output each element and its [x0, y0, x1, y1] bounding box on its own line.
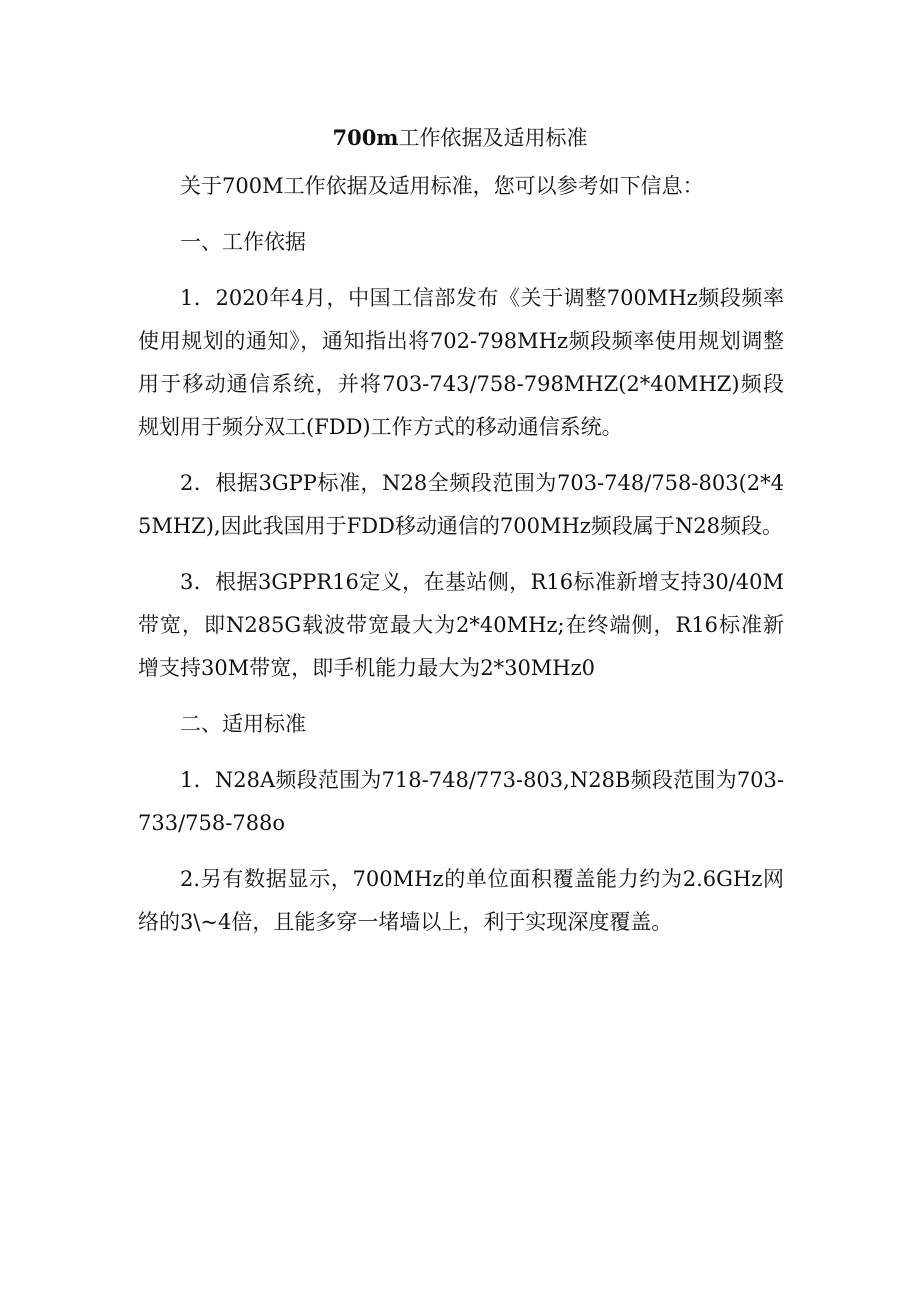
work-basis-item-2: 2．根据3GPP标准，N28全频段范围为703-748/758-803(2*45MHZ),因此我国用于FDD移动通信的700MHz频段属于N28频段。	[138, 471, 784, 538]
work-basis-item-3: 3．根据3GPPR16定义，在基站侧，R16标准新增支持30/40M带宽，即N285G载波带宽最大为2*40MHz;在终端侧，R16标准新增支持30M带宽，即手机能力最大为2*30MHz0	[138, 570, 784, 680]
work-basis-item-1: 1．2020年4月，中国工信部发布《关于调整700MHz频段频率使用规划的通知》，通知指出将702-798MHz频段频率使用规划调整用于移动通信系统，并将703-743/758-798MHZ(2*40MHZ)频段规划用于频分双工(FDD)工作方式的移动通信系统。	[138, 286, 784, 439]
document-title-suffix: 工作依据及适用标准	[398, 126, 588, 150]
document-title-prefix: 700m	[332, 125, 399, 150]
standards-item-2: 2.另有数据显示，700MHz的单位面积覆盖能力约为2.6GHz网络的3\~4倍，且能多穿一堵墙以上，利于实现深度覆盖。	[138, 867, 784, 934]
intro-paragraph: 关于700M工作依据及适用标准，您可以参考如下信息：	[180, 174, 704, 198]
section-heading-work-basis: 一、工作依据	[180, 230, 306, 254]
document-body	[138, 165, 784, 957]
standards-item-1: 1．N28A频段范围为718-748/773-803,N28B频段范围为703-733/758-788o	[138, 768, 784, 835]
document-title	[0, 123, 920, 153]
section-heading-applicable-standards: 二、适用标准	[180, 712, 306, 736]
